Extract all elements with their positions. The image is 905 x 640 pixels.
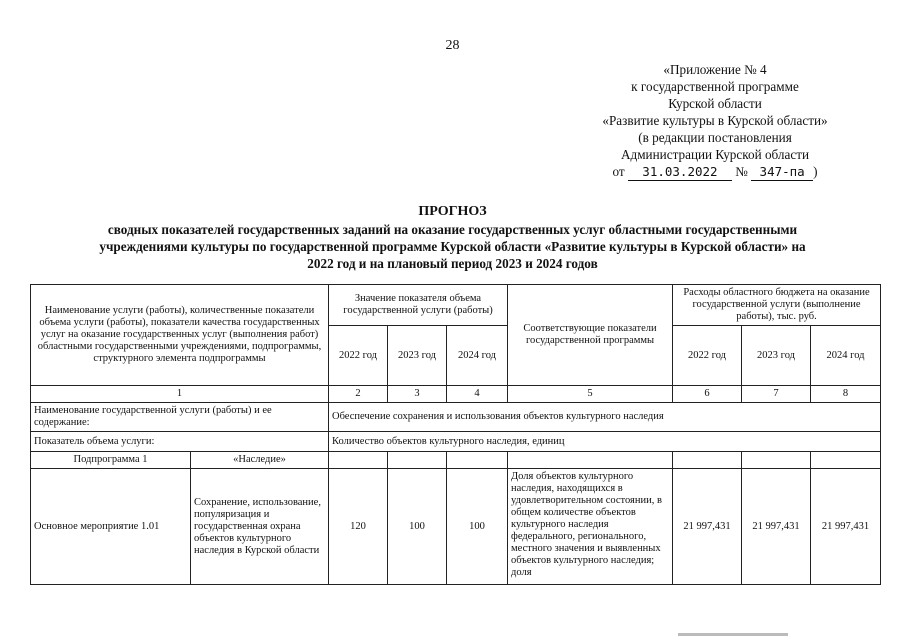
header-budget-year: 2023 год — [742, 326, 811, 386]
column-number: 8 — [811, 386, 881, 403]
header-budget-year: 2022 год — [673, 326, 742, 386]
service-value: Обеспечение сохранения и использования объектов культурного наследия — [329, 403, 881, 432]
subprogram-label: Подпрограмма 1 — [31, 452, 191, 469]
resolution-number: 347-па — [759, 164, 805, 179]
page-number: 28 — [445, 38, 460, 53]
volume-indicator-label: Показатель объема услуги: — [31, 432, 329, 452]
subprogram-name: «Наследие» — [191, 452, 329, 469]
volume-2022: 120 — [329, 469, 388, 585]
title-line: сводных показателей государственных заданий на оказание государственных услуг областными государственными — [107, 222, 798, 237]
title-line: 2022 год и на плановый период 2023 и 2024 годов — [307, 256, 598, 271]
header-budget-group: Расходы областного бюджета на оказание государственной услуги (выполнение работы), тыс. руб. — [673, 285, 881, 326]
volume-2024: 100 — [447, 469, 508, 585]
header-year: 2024 год — [447, 326, 508, 386]
event-name: Основное мероприятие 1.01 — [31, 469, 191, 585]
header-year: 2023 год — [388, 326, 447, 386]
number-label: № — [735, 164, 748, 179]
budget-2022: 21 997,431 — [673, 469, 742, 585]
appendix-line: к государственной программе — [631, 79, 799, 94]
program-indicator-text: Доля объектов культурного наследия, находящихся в удовлетворительном состоянии, в общем количестве объектов культурного наследия федерального, регионального, местного значения и выявленных объектов культурного наследия; доля — [508, 469, 673, 585]
appendix-line: «Развитие культуры в Курской области» — [602, 113, 828, 128]
header-year: 2022 год — [329, 326, 388, 386]
column-number: 2 — [329, 386, 388, 403]
volume-indicator-value: Количество объектов культурного наследия, единиц — [329, 432, 881, 452]
header-program-indicators: Соответствующие показатели государственной программы — [508, 285, 673, 386]
closing-paren: ) — [813, 164, 818, 179]
forecast-table — [30, 284, 881, 585]
header-budget-year: 2024 год — [811, 326, 881, 386]
title-line: ПРОГНОЗ — [418, 204, 487, 219]
title-line: учреждениями культуры по государственной программе Курской области «Развитие культуры в Курской области» на — [99, 239, 806, 254]
event-description: Сохранение, использование, популяризация и государственная охрана объектов культурного наследия в Курской области — [191, 469, 329, 585]
budget-2023: 21 997,431 — [742, 469, 811, 585]
column-number: 4 — [447, 386, 508, 403]
header-volume-group: Значение показателя объема государственной услуги (работы) — [329, 285, 508, 326]
budget-2024: 21 997,431 — [811, 469, 881, 585]
document-title — [40, 203, 865, 272]
resolution-date: 31.03.2022 — [642, 164, 718, 179]
appendix-line: Администрации Курской области — [620, 147, 810, 162]
appendix-line: «Приложение № 4 — [663, 62, 767, 77]
column-number: 3 — [388, 386, 447, 403]
appendix-signature-line — [575, 163, 855, 181]
volume-2023: 100 — [388, 469, 447, 585]
column-number: 7 — [742, 386, 811, 403]
appendix-line: (в редакции постановления — [638, 130, 792, 145]
service-label: Наименование государственной услуги (работы) и ее содержание: — [31, 403, 329, 432]
column-number: 1 — [31, 386, 329, 403]
column-number: 5 — [508, 386, 673, 403]
scan-artifact — [678, 633, 788, 636]
from-label: от — [612, 164, 625, 179]
appendix-block — [575, 61, 855, 181]
header-service-name: Наименование услуги (работы), количественные показатели объема услуги (работы), показатели качества государственных услуг на оказание государственных услуг (выполнения работ) областными государственными учреждениями, подпрограммы, структурного элемента подпрограммы — [31, 285, 329, 386]
column-number: 6 — [673, 386, 742, 403]
appendix-line: Курской области — [668, 96, 762, 111]
